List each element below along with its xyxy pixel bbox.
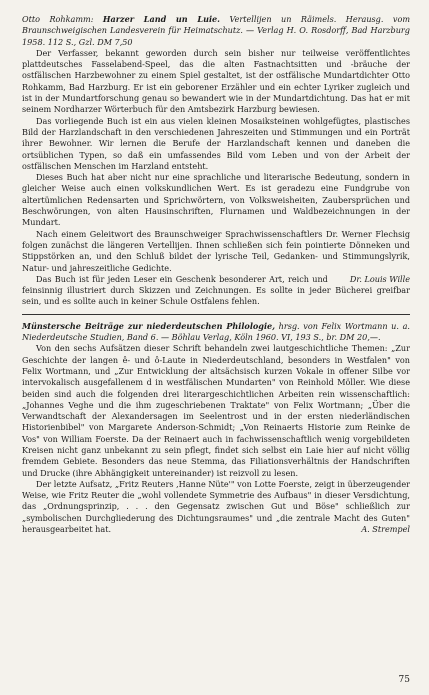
- review-heading: [22, 14, 410, 48]
- review-bibliographic-details: Vertellijen un Räimels. Herausg. vom Braunschweigischen Landesverein für Heimatschutz. — Verlag H. O. Rosdorff, Bad Harzburg 1958. 112 S., Gzl. DM 7,50: [22, 14, 411, 47]
- review-title: Harzer Land un Luie.: [102, 14, 221, 24]
- reviewer-signature: Dr. Louis Wille: [349, 273, 410, 284]
- review-paragraph: Nach einem Geleitwort des Braunschweiger Sprachwissenschaftlers Dr. Werner Flechsig folgen zunächst die längeren Vertellijen. Ihnen schließen sich fein pointierte Dönneken und Stippstörken an, und den Schluß bildet der lyrische Teil, Gedanken- und Stimmungslyrik, Natur- und jahreszeitliche Gedichte.: [22, 228, 410, 273]
- review-paragraph: Dieses Buch hat aber nicht nur eine sprachliche und literarische Bedeutung, sondern in gleicher Weise auch einen volkskundlichen Wert. Es ist geradezu eine Fundgrube von altertümlichen Redensarten und Sprichwörtern, von Volksweisheiten, Zaubersprüchen und Beschwörungen, von alten Hausinschriften, Flurnamen und Waldbezeichnungen in der Mundart.: [22, 172, 410, 228]
- review-rohkamm: [22, 14, 410, 308]
- review-paragraph: Der letzte Aufsatz, „Fritz Reuters ‚Hanne Nüte'" von Lotte Foerste, zeigt in überzeugender Weise, wie Fritz Reuter die „wohl vollendete Symmetrie des Aufbaus" in dieser Versdichtung, das „Ordnungsprinzip, . . . den Gegensatz zwischen Gut und Böse" schließlich zur „symbolischen Durchgliederung des Dichtungsraumes" und „die zentrale Macht des Guten" herausgearbeitet hat. A. Strempel: [22, 478, 410, 535]
- review-author: Otto Rohkamm:: [22, 14, 94, 24]
- review-paragraph: Von den sechs Aufsätzen dieser Schrift behandeln zwei lautgeschichtliche Themen: „Zur Geschichte der langen ê- und ô-Laute in Niederdeutschland, besonders in Westfalen" von Felix Wortmann, und „Zur Entwicklung der altsächsisch kurzen Vokale in offener Silbe vor intervokalisch ausgefallenem d in westfälischen Mundarten" von Reinhold Möller. Wie diese beiden sind auch die folgenden drei literargeschichtlichen Arbeiten rein wissenschaftlich: „Johannes Veghe und die ihm zugeschriebenen Traktate" von Felix Wortmann; „Über die Verwandtschaft der Alexandersagen im Seelentrost und in der ersten niederländischen Historienbibel" von Margarete Anderson-Schmidt; „Von Reinaerts Historie zum Reinke de Vos" von William Foerste. Da der Reinaert auch in fachwissenschaftlich wenig vorgebildeten Kreisen nicht ganz unbekannt zu sein pflegt, findet sich selbst ein Laie hier auf nicht völlig fremdem Gebiete. Besonders das neue Stemma, das Filiationsverhältnis der Handschriften und Drucke (ihre Abhängigkeit untereinander) ist reizvoll zu lesen.: [22, 343, 410, 478]
- review-heading: [22, 321, 410, 344]
- reviewer-signature: A. Strempel: [361, 524, 410, 535]
- section-divider: [22, 314, 410, 315]
- review-muenstersche-beitraege: [22, 321, 410, 536]
- page-number: 75: [398, 675, 410, 685]
- review-paragraph: Das vorliegende Buch ist ein aus vielen kleinen Mosaiksteinen wohlgefügtes, plastisches Bild der Harzlandschaft in den verschiedenen Jahreszeiten und Stimmungen und ein Porträt ihrer Bewohner. Wir lernen die Berufe der Harzlandschaft kennen und daneben die ortsüblichen Typen, so daß ein umfassendes Bild vom Leben und von der Arbeit der ostfälischen Menschen im Harzland entsteht.: [22, 115, 410, 171]
- review-paragraph: Dr. Louis Wille Das Buch ist für jeden Leser ein Geschenk besonderer Art, reich und feinsinnig illustriert durch Skizzen und Zeichnungen. Es sollte in jeder Bücherei greifbar sein, und es sollte auch in keiner Schule Ostfalens fehlen.: [22, 273, 410, 307]
- review-paragraph: Der Verfasser, bekannt geworden durch sein bisher nur teilweise veröffentlichtes plattdeutsches Fasselabend-Speel, das die alten Fastnachtsitten und -bräuche der ostfälischen Harzbewohner zu einem Spiel gestaltet, ist der ostfälische Mundartdichter Otto Rohkamm, Bad Harzburg. Er ist ein geborener Erzähler und ein echter Lyriker zugleich und ist in der Mundartforschung genau so bewandert wie in der Mundartdichtung. Das hat er mit seinem Nordharzer Wörterbuch für den Amtsbezirk Harzburg bewiesen.: [22, 47, 410, 115]
- review-title: Münstersche Beiträge zur niederdeutschen Philologie,: [22, 320, 276, 331]
- review-bibliographic-details: hrsg. von Felix Wortmann u. a. Niederdeutsche Studien, Band 6. — Böhlau Verlag, Köln 1960. VI, 193 S., br. DM 20,—.: [22, 320, 410, 343]
